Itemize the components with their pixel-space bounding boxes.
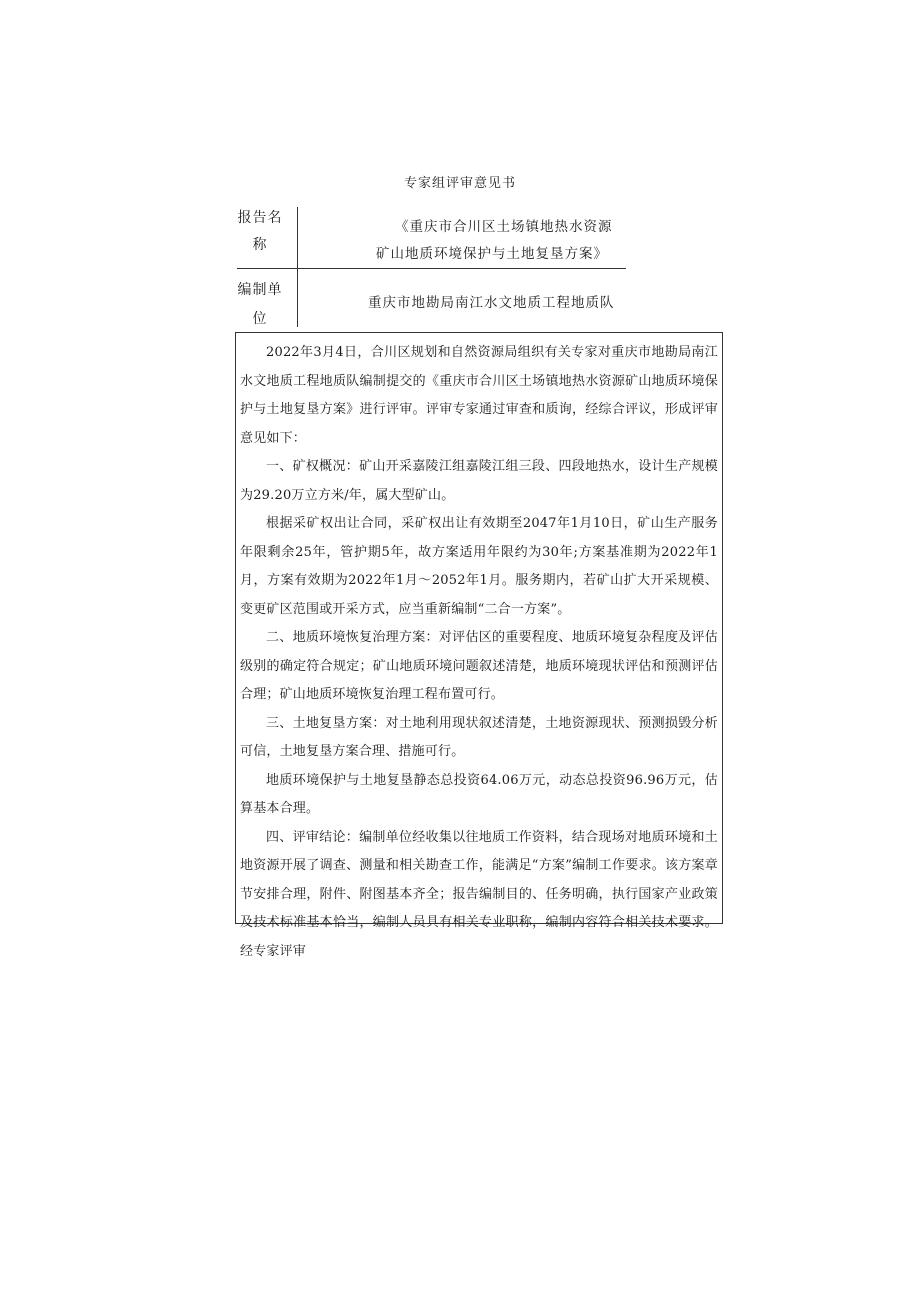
paragraph-investment: 地质环境保护与土地复垦静态总投资64.06万元，动态总投资96.96万元，估算基本合理。 <box>240 772 718 816</box>
document-title: 专家组评审意见书 <box>403 176 516 191</box>
paragraph-land-reclamation: 三、土地复垦方案：对土地利用现状叙述清楚，土地资源现状、预测损毁分析可信，土地复垦方案合理、措施可行。 <box>240 715 718 759</box>
row-separator <box>237 268 626 269</box>
report-name-label-line1: 报告名 <box>237 210 283 226</box>
paragraph-geo-restoration: 二、地质环境恢复治理方案：对评估区的重要程度、地质环境复杂程度及评估级别的确定符合规定；矿山地质环境问题叙述清楚，地质环境现状评估和预测评估合理；矿山地质环境恢复治理工程布置可行。 <box>240 630 718 702</box>
compiler-label <box>232 277 288 333</box>
report-name-value-line1: 《重庆市合川区土场镇地热水资源 <box>395 219 613 235</box>
report-name-divider <box>297 207 298 268</box>
paragraph-validity: 根据采矿权出让合同，采矿权出让有效期至2047年1月10日，矿山生产服务年限剩余25年，管护期5年，故方案适用年限约为30年;方案基准期为2022年1月，方案有效期为2022年1月～2052年1月。服务期内，若矿山扩大开采规模、变更矿区范围或开采方式，应当重新编制“二合一方案”。 <box>240 516 718 617</box>
paragraph-conclusion: 四、评审结论：编制单位经收集以往地质工作资料，结合现场对地质环境和土地资源开展了调查、测量和相关勘查工作，能满足“方案”编制工作要求。该方案章节安排合理，附件、附图基本齐全；报告编制目的、任务明确，执行国家产业政策及技术标准基本恰当，编制人员具有相关专业职称，编制内容符合相关技术要求。经专家评审 <box>240 829 718 959</box>
compiler-label-line1: 编制单 <box>237 282 283 298</box>
report-name-label-line2: 称 <box>252 237 268 253</box>
report-name-value-line2: 矿山地质环境保护与土地复垦方案》 <box>376 246 608 262</box>
compiler-divider <box>297 269 298 327</box>
compiler-label-line2: 位 <box>252 311 268 327</box>
review-opinion-box <box>235 332 723 959</box>
compiler-value: 重庆市地勘局南江水文地质工程地质队 <box>368 295 615 311</box>
paragraph-intro: 2022年3月4日，合川区规划和自然资源局组织有关专家对重庆市地勘局南江水文地质工程地质队编制提交的《重庆市合川区土场镇地热水资源矿山地质环境保护与土地复垦方案》进行评审。评审专家通过审查和质询，经综合评议，形成评审意见如下： <box>240 345 718 446</box>
report-name-label <box>232 205 288 259</box>
paragraph-mining-rights: 一、矿权概况：矿山开采嘉陵江组嘉陵江组三段、四段地热水，设计生产规模为29.20万立方米/年，属大型矿山。 <box>240 459 718 503</box>
